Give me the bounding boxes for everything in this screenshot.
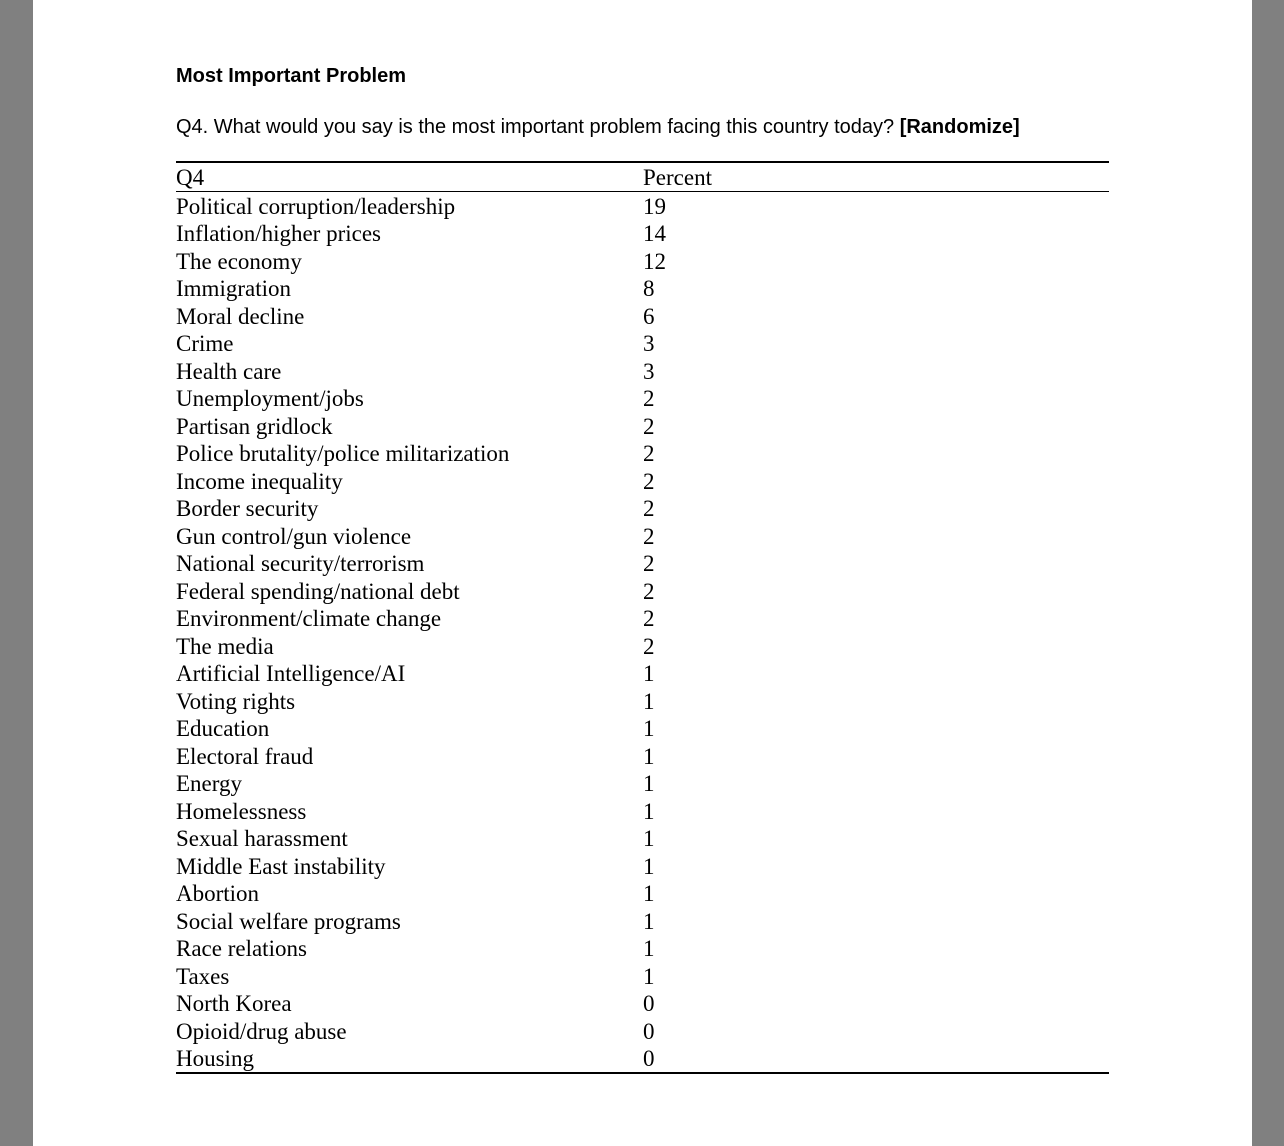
row-label: Artificial Intelligence/AI — [176, 661, 406, 686]
table-row — [176, 962, 1109, 990]
row-percent: 0 — [643, 1018, 655, 1044]
row-percent: 2 — [643, 523, 655, 549]
row-percent: 1 — [643, 798, 655, 824]
row-label: Partisan gridlock — [176, 413, 333, 439]
row-percent: 1 — [643, 908, 655, 934]
section-title: Most Important Problem — [176, 65, 407, 87]
table-row — [176, 880, 1109, 908]
table-row — [176, 605, 1109, 633]
row-label: Border security — [176, 496, 319, 521]
row-label: The media — [176, 633, 274, 659]
table-row — [176, 852, 1109, 880]
row-label: Moral decline — [176, 303, 305, 329]
table-row — [176, 275, 1109, 303]
table-row — [176, 797, 1109, 825]
table-row — [176, 412, 1109, 440]
table-body — [176, 192, 1109, 1074]
row-percent: 3 — [643, 358, 655, 384]
row-percent: 2 — [643, 578, 655, 604]
row-percent: 0 — [643, 991, 655, 1016]
header-question: Q4 — [176, 162, 643, 192]
row-percent: 3 — [643, 331, 655, 356]
row-label: Environment/climate change — [176, 606, 442, 631]
row-percent: 1 — [643, 963, 655, 989]
row-percent: 2 — [643, 496, 655, 521]
table-row — [176, 247, 1109, 275]
row-label: Gun control/gun violence — [176, 523, 412, 549]
table-row — [176, 715, 1109, 743]
question-prompt: Q4. What would you say is the most important problem facing this country today? — [176, 116, 895, 138]
table-row — [176, 632, 1109, 660]
table-row — [176, 302, 1109, 330]
row-percent: 2 — [643, 551, 655, 576]
row-percent: 1 — [643, 743, 655, 769]
table-row — [176, 440, 1109, 468]
row-percent: 1 — [643, 771, 655, 796]
row-percent: 2 — [643, 441, 655, 466]
table-row — [176, 357, 1109, 385]
table-row — [176, 192, 1109, 220]
table-row — [176, 495, 1109, 523]
row-label: Middle East instability — [176, 853, 386, 879]
row-label: Political corruption/leadership — [176, 193, 456, 219]
row-percent: 1 — [643, 661, 655, 686]
row-label: Electoral fraud — [176, 743, 314, 769]
row-percent: 2 — [643, 413, 655, 439]
row-label: Voting rights — [176, 688, 296, 714]
row-percent: 1 — [643, 936, 655, 961]
row-percent: 6 — [643, 303, 655, 329]
table-row — [176, 220, 1109, 248]
row-percent: 14 — [643, 221, 666, 246]
table-row — [176, 330, 1109, 358]
row-percent: 2 — [643, 633, 655, 659]
row-label: Police brutality/police militarization — [176, 441, 510, 466]
row-label: Homelessness — [176, 798, 307, 824]
table-row — [176, 742, 1109, 770]
table-row — [176, 990, 1109, 1018]
table-header-row — [176, 162, 1109, 192]
document-page — [33, 0, 1252, 1146]
row-percent: 2 — [643, 468, 655, 494]
row-label: Abortion — [176, 881, 260, 906]
table-row — [176, 385, 1109, 413]
row-label: Housing — [176, 1046, 254, 1071]
row-label: Energy — [176, 771, 243, 796]
row-percent: 2 — [643, 606, 655, 631]
row-percent: 1 — [643, 853, 655, 879]
results-table — [176, 161, 1109, 1074]
row-label: Income inequality — [176, 468, 343, 494]
row-label: Immigration — [176, 276, 291, 301]
row-label: Sexual harassment — [176, 826, 348, 851]
table-row — [176, 550, 1109, 578]
row-label: Inflation/higher prices — [176, 221, 382, 246]
randomize-tag: [Randomize] — [899, 116, 1020, 138]
row-label: Opioid/drug abuse — [176, 1018, 347, 1044]
table-row — [176, 1017, 1109, 1045]
row-label: The economy — [176, 248, 302, 274]
table-row — [176, 825, 1109, 853]
row-label: Education — [176, 716, 270, 741]
row-label: North Korea — [176, 991, 292, 1016]
row-percent: 1 — [643, 881, 655, 906]
table-row — [176, 522, 1109, 550]
header-percent: Percent — [643, 162, 1109, 192]
row-percent: 1 — [643, 826, 655, 851]
question-text — [176, 113, 1109, 141]
table-row — [176, 467, 1109, 495]
row-label: Health care — [176, 358, 282, 384]
row-label: Crime — [176, 331, 234, 356]
row-percent: 8 — [643, 276, 655, 301]
row-percent: 1 — [643, 716, 655, 741]
row-label: Race relations — [176, 936, 307, 961]
table-row — [176, 907, 1109, 935]
row-label: Social welfare programs — [176, 908, 401, 934]
row-percent: 2 — [643, 386, 655, 411]
row-label: Federal spending/national debt — [176, 578, 460, 604]
row-percent: 12 — [643, 248, 666, 274]
row-percent: 0 — [643, 1046, 655, 1071]
row-percent: 1 — [643, 688, 655, 714]
table-row — [176, 687, 1109, 715]
row-label: Taxes — [176, 963, 230, 989]
row-percent: 19 — [643, 193, 666, 219]
table-row — [176, 577, 1109, 605]
document-content — [176, 60, 1109, 1074]
table-row — [176, 1045, 1109, 1074]
table-row — [176, 660, 1109, 688]
table-row — [176, 935, 1109, 963]
row-label: Unemployment/jobs — [176, 386, 364, 411]
table-row — [176, 770, 1109, 798]
row-label: National security/terrorism — [176, 551, 425, 576]
